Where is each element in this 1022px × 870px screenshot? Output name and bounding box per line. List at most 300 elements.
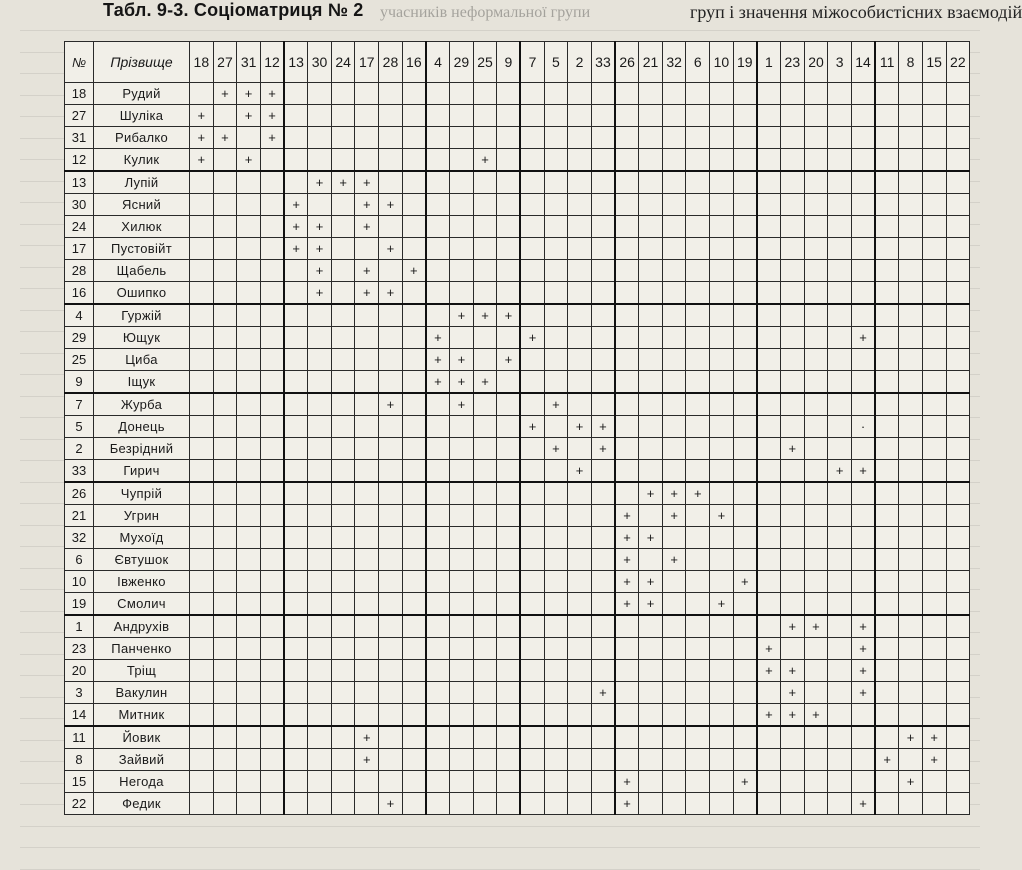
- empty-cell: [946, 615, 970, 638]
- empty-cell: [237, 571, 261, 593]
- empty-cell: [710, 571, 734, 593]
- empty-cell: [497, 593, 521, 616]
- table-row: [65, 460, 970, 483]
- empty-cell: [402, 349, 426, 371]
- empty-cell: [544, 549, 568, 571]
- empty-cell: [497, 105, 521, 127]
- row-surname: Журба: [94, 393, 190, 416]
- table-title: Табл. 9-3. Соціоматриця № 2: [103, 0, 364, 20]
- empty-cell: [781, 216, 805, 238]
- table-row: [65, 371, 970, 394]
- empty-cell: [946, 260, 970, 282]
- choice-mark: +: [190, 127, 214, 149]
- empty-cell: [473, 749, 497, 771]
- empty-cell: [922, 615, 946, 638]
- empty-cell: [591, 282, 615, 305]
- empty-cell: [662, 349, 686, 371]
- empty-cell: [568, 793, 592, 815]
- empty-cell: [875, 593, 899, 616]
- empty-cell: [781, 194, 805, 216]
- empty-cell: [781, 638, 805, 660]
- choice-mark: +: [851, 327, 875, 349]
- empty-cell: [686, 349, 710, 371]
- empty-cell: [190, 327, 214, 349]
- empty-cell: [828, 416, 852, 438]
- empty-cell: [308, 349, 332, 371]
- empty-cell: [804, 260, 828, 282]
- empty-cell: [284, 349, 308, 371]
- empty-cell: [899, 593, 923, 616]
- empty-cell: [568, 194, 592, 216]
- empty-cell: [568, 327, 592, 349]
- empty-cell: [710, 171, 734, 194]
- table-row: [65, 393, 970, 416]
- table-row: [65, 726, 970, 749]
- empty-cell: [544, 793, 568, 815]
- empty-cell: [733, 260, 757, 282]
- empty-cell: [331, 216, 355, 238]
- empty-cell: [331, 704, 355, 727]
- empty-cell: [497, 83, 521, 105]
- empty-cell: [851, 83, 875, 105]
- choice-mark: +: [355, 171, 379, 194]
- empty-cell: [497, 416, 521, 438]
- row-surname: Митник: [94, 704, 190, 727]
- empty-cell: [520, 216, 544, 238]
- table-row: [65, 527, 970, 549]
- empty-cell: [284, 83, 308, 105]
- empty-cell: [520, 527, 544, 549]
- empty-cell: [851, 593, 875, 616]
- empty-cell: [804, 127, 828, 149]
- choice-mark: +: [851, 793, 875, 815]
- empty-cell: [473, 615, 497, 638]
- table-row: [65, 549, 970, 571]
- choice-mark: +: [237, 83, 261, 105]
- empty-cell: [426, 527, 450, 549]
- choice-mark: +: [875, 749, 899, 771]
- empty-cell: [875, 505, 899, 527]
- empty-cell: [568, 505, 592, 527]
- empty-cell: [331, 793, 355, 815]
- header-col-26: 26: [615, 42, 639, 83]
- empty-cell: [686, 282, 710, 305]
- header-col-5: 5: [544, 42, 568, 83]
- empty-cell: [946, 105, 970, 127]
- empty-cell: [828, 704, 852, 727]
- empty-cell: [946, 393, 970, 416]
- empty-cell: [946, 416, 970, 438]
- empty-cell: [804, 527, 828, 549]
- empty-cell: [402, 593, 426, 616]
- empty-cell: [615, 749, 639, 771]
- empty-cell: [544, 660, 568, 682]
- empty-cell: [946, 527, 970, 549]
- empty-cell: [615, 127, 639, 149]
- empty-cell: [804, 571, 828, 593]
- empty-cell: [946, 171, 970, 194]
- empty-cell: [946, 349, 970, 371]
- empty-cell: [757, 416, 781, 438]
- empty-cell: [922, 282, 946, 305]
- empty-cell: [639, 771, 663, 793]
- empty-cell: [426, 571, 450, 593]
- empty-cell: [899, 327, 923, 349]
- empty-cell: [355, 349, 379, 371]
- empty-cell: [355, 527, 379, 549]
- empty-cell: [213, 615, 237, 638]
- empty-cell: [946, 593, 970, 616]
- empty-cell: [828, 327, 852, 349]
- empty-cell: [260, 638, 284, 660]
- empty-cell: [568, 216, 592, 238]
- choice-mark: +: [355, 282, 379, 305]
- empty-cell: [899, 238, 923, 260]
- empty-cell: [473, 660, 497, 682]
- row-number: 29: [65, 327, 94, 349]
- row-number: 8: [65, 749, 94, 771]
- empty-cell: [781, 793, 805, 815]
- empty-cell: [497, 194, 521, 216]
- empty-cell: [355, 105, 379, 127]
- empty-cell: [875, 194, 899, 216]
- header-row: [65, 42, 970, 83]
- empty-cell: [662, 749, 686, 771]
- row-surname: Циба: [94, 349, 190, 371]
- empty-cell: [497, 127, 521, 149]
- empty-cell: [426, 749, 450, 771]
- empty-cell: [686, 238, 710, 260]
- empty-cell: [781, 505, 805, 527]
- empty-cell: [875, 282, 899, 305]
- empty-cell: [899, 438, 923, 460]
- empty-cell: [260, 505, 284, 527]
- empty-cell: [662, 726, 686, 749]
- empty-cell: [426, 238, 450, 260]
- empty-cell: [710, 549, 734, 571]
- choice-mark: +: [544, 393, 568, 416]
- empty-cell: [213, 460, 237, 483]
- empty-cell: [260, 304, 284, 327]
- empty-cell: [473, 571, 497, 593]
- empty-cell: [331, 416, 355, 438]
- header-surname: Прізвище: [94, 42, 190, 83]
- empty-cell: [355, 393, 379, 416]
- empty-cell: [828, 593, 852, 616]
- empty-cell: [591, 127, 615, 149]
- empty-cell: [733, 704, 757, 727]
- empty-cell: [946, 682, 970, 704]
- empty-cell: [308, 371, 332, 394]
- table-row: [65, 660, 970, 682]
- empty-cell: [260, 615, 284, 638]
- empty-cell: [520, 371, 544, 394]
- header-col-17: 17: [355, 42, 379, 83]
- empty-cell: [851, 527, 875, 549]
- empty-cell: [331, 660, 355, 682]
- choice-mark: +: [473, 304, 497, 327]
- empty-cell: [591, 327, 615, 349]
- empty-cell: [828, 793, 852, 815]
- empty-cell: [875, 371, 899, 394]
- empty-cell: [615, 105, 639, 127]
- empty-cell: [828, 216, 852, 238]
- empty-cell: [473, 194, 497, 216]
- empty-cell: [355, 638, 379, 660]
- empty-cell: [733, 304, 757, 327]
- empty-cell: [804, 682, 828, 704]
- empty-cell: [615, 216, 639, 238]
- empty-cell: [331, 238, 355, 260]
- empty-cell: [213, 749, 237, 771]
- header-col-14: 14: [851, 42, 875, 83]
- empty-cell: [639, 83, 663, 105]
- empty-cell: [237, 660, 261, 682]
- empty-cell: [237, 327, 261, 349]
- choice-mark: +: [284, 238, 308, 260]
- empty-cell: [686, 327, 710, 349]
- empty-cell: [662, 260, 686, 282]
- row-surname: Ясний: [94, 194, 190, 216]
- empty-cell: [260, 571, 284, 593]
- empty-cell: [402, 216, 426, 238]
- empty-cell: [710, 749, 734, 771]
- empty-cell: [331, 127, 355, 149]
- empty-cell: [308, 549, 332, 571]
- empty-cell: [899, 127, 923, 149]
- empty-cell: [899, 371, 923, 394]
- empty-cell: [828, 549, 852, 571]
- row-surname: Тріщ: [94, 660, 190, 682]
- empty-cell: [639, 793, 663, 815]
- empty-cell: [213, 194, 237, 216]
- choice-mark: +: [473, 371, 497, 394]
- header-col-11: 11: [875, 42, 899, 83]
- empty-cell: [591, 660, 615, 682]
- empty-cell: [781, 482, 805, 505]
- empty-cell: [828, 282, 852, 305]
- empty-cell: [190, 638, 214, 660]
- empty-cell: [922, 83, 946, 105]
- empty-cell: [662, 682, 686, 704]
- empty-cell: [875, 438, 899, 460]
- table-row: [65, 349, 970, 371]
- table-row: [65, 216, 970, 238]
- empty-cell: [402, 127, 426, 149]
- empty-cell: [591, 771, 615, 793]
- table-row: [65, 171, 970, 194]
- empty-cell: [662, 571, 686, 593]
- empty-cell: [190, 660, 214, 682]
- choice-mark: +: [355, 749, 379, 771]
- empty-cell: [520, 593, 544, 616]
- empty-cell: [260, 793, 284, 815]
- empty-cell: [710, 216, 734, 238]
- empty-cell: [213, 416, 237, 438]
- choice-mark: +: [402, 260, 426, 282]
- empty-cell: [591, 505, 615, 527]
- empty-cell: [284, 615, 308, 638]
- empty-cell: [473, 349, 497, 371]
- empty-cell: [568, 371, 592, 394]
- empty-cell: [899, 638, 923, 660]
- empty-cell: [520, 771, 544, 793]
- empty-cell: [851, 749, 875, 771]
- empty-cell: [450, 593, 474, 616]
- empty-cell: [639, 282, 663, 305]
- empty-cell: [946, 327, 970, 349]
- row-surname: Рибалко: [94, 127, 190, 149]
- empty-cell: [757, 682, 781, 704]
- empty-cell: [899, 83, 923, 105]
- row-number: 15: [65, 771, 94, 793]
- choice-mark: +: [355, 726, 379, 749]
- empty-cell: [851, 726, 875, 749]
- empty-cell: [686, 682, 710, 704]
- empty-cell: [544, 282, 568, 305]
- choice-mark: +: [757, 704, 781, 727]
- empty-cell: [662, 771, 686, 793]
- choice-mark: +: [781, 438, 805, 460]
- empty-cell: [710, 771, 734, 793]
- empty-cell: [639, 704, 663, 727]
- empty-cell: [591, 615, 615, 638]
- empty-cell: [190, 460, 214, 483]
- empty-cell: [899, 216, 923, 238]
- empty-cell: [781, 83, 805, 105]
- empty-cell: [402, 393, 426, 416]
- choice-mark: +: [733, 771, 757, 793]
- empty-cell: [686, 615, 710, 638]
- empty-cell: [615, 726, 639, 749]
- choice-mark: +: [591, 438, 615, 460]
- empty-cell: [899, 304, 923, 327]
- choice-mark: +: [379, 238, 403, 260]
- row-surname: Рудий: [94, 83, 190, 105]
- empty-cell: [379, 349, 403, 371]
- empty-cell: [899, 105, 923, 127]
- empty-cell: [497, 749, 521, 771]
- empty-cell: [710, 793, 734, 815]
- empty-cell: [213, 682, 237, 704]
- row-surname: Андрухів: [94, 615, 190, 638]
- empty-cell: [284, 327, 308, 349]
- empty-cell: [781, 127, 805, 149]
- empty-cell: [473, 171, 497, 194]
- empty-cell: [922, 393, 946, 416]
- empty-cell: [733, 593, 757, 616]
- empty-cell: [639, 304, 663, 327]
- row-surname: Євтушок: [94, 549, 190, 571]
- table-row: [65, 304, 970, 327]
- empty-cell: [922, 593, 946, 616]
- empty-cell: [662, 371, 686, 394]
- choice-mark: +: [355, 194, 379, 216]
- empty-cell: [568, 571, 592, 593]
- empty-cell: [331, 571, 355, 593]
- empty-cell: [710, 615, 734, 638]
- empty-cell: [662, 793, 686, 815]
- choice-mark: +: [662, 505, 686, 527]
- empty-cell: [922, 527, 946, 549]
- empty-cell: [733, 638, 757, 660]
- empty-cell: [355, 505, 379, 527]
- empty-cell: [331, 638, 355, 660]
- empty-cell: [568, 549, 592, 571]
- empty-cell: [544, 171, 568, 194]
- empty-cell: [686, 460, 710, 483]
- table-row: [65, 238, 970, 260]
- empty-cell: [757, 615, 781, 638]
- empty-cell: [686, 149, 710, 172]
- empty-cell: [733, 527, 757, 549]
- background-line: [20, 826, 980, 827]
- empty-cell: [639, 682, 663, 704]
- empty-cell: [828, 527, 852, 549]
- empty-cell: [804, 371, 828, 394]
- empty-cell: [213, 660, 237, 682]
- empty-cell: [875, 171, 899, 194]
- empty-cell: [355, 460, 379, 483]
- empty-cell: [284, 704, 308, 727]
- empty-cell: [757, 83, 781, 105]
- empty-cell: [379, 171, 403, 194]
- empty-cell: [260, 371, 284, 394]
- row-surname: Хилюк: [94, 216, 190, 238]
- empty-cell: [591, 726, 615, 749]
- empty-cell: [757, 349, 781, 371]
- empty-cell: [473, 438, 497, 460]
- empty-cell: [828, 194, 852, 216]
- empty-cell: [426, 726, 450, 749]
- empty-cell: [710, 416, 734, 438]
- empty-cell: [237, 127, 261, 149]
- empty-cell: [899, 682, 923, 704]
- empty-cell: [686, 216, 710, 238]
- choice-mark: +: [568, 416, 592, 438]
- empty-cell: [497, 505, 521, 527]
- empty-cell: [851, 505, 875, 527]
- row-number: 6: [65, 549, 94, 571]
- empty-cell: [828, 238, 852, 260]
- empty-cell: [875, 393, 899, 416]
- empty-cell: [473, 593, 497, 616]
- empty-cell: [473, 771, 497, 793]
- empty-cell: [639, 505, 663, 527]
- empty-cell: [757, 726, 781, 749]
- empty-cell: [757, 438, 781, 460]
- empty-cell: [804, 749, 828, 771]
- choice-mark: +: [781, 615, 805, 638]
- empty-cell: [615, 460, 639, 483]
- empty-cell: [379, 127, 403, 149]
- empty-cell: [591, 793, 615, 815]
- empty-cell: [426, 482, 450, 505]
- empty-cell: [568, 127, 592, 149]
- empty-cell: [520, 549, 544, 571]
- empty-cell: [190, 194, 214, 216]
- empty-cell: [260, 194, 284, 216]
- empty-cell: [662, 282, 686, 305]
- empty-cell: [402, 571, 426, 593]
- empty-cell: [615, 238, 639, 260]
- empty-cell: [875, 549, 899, 571]
- empty-cell: [355, 660, 379, 682]
- empty-cell: [686, 127, 710, 149]
- empty-cell: [402, 194, 426, 216]
- empty-cell: [757, 749, 781, 771]
- empty-cell: [331, 83, 355, 105]
